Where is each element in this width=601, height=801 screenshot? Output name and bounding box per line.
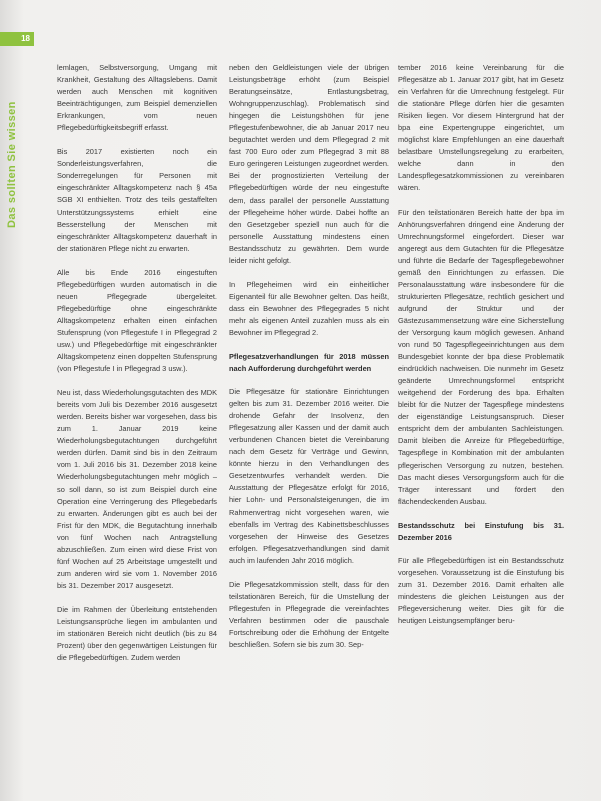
body-paragraph: Alle bis Ende 2016 eingestuften Pflegebedürftigen wurden automatisch in die neuen Pflegegrade übergeleitet. Pflegebedürftige ohne eingeschränkte Alltagskompetenz erhalten einen einfachen Stufensprung (von Pflegestufe I in Pflegegrad 2 usw.) und Pflegebedürftige mit eingeschränkter Alltagskompetenz einen doppelten Stufensprung (von Pflegestufe I in Pflegegrad 3 usw.).: [57, 267, 217, 374]
body-paragraph: In Pflegeheimen wird ein einheitlicher Eigenanteil für alle Bewohner gelten. Das heißt, dass ein Bewohner des Pflegegrades 5 nicht mehr als eigenen Anteil zuzahlen muss als ein Bewohner im Pflegegrad 2.: [229, 279, 389, 337]
body-paragraph: Die Pflegesätze für stationäre Einrichtungen gelten bis zum 31. Dezember 2016 weiter. Die drohende Gefahr der Insolvenz, den Pflegesatzung aller Kassen und der damit auch verbundenen Chancen bietet die Vereinbarung nach dem Gesetz für Verträge und Gewinn, könnte hierzu in den Verhandlungen des Gesetzentwurfes verhandelt werden. Die Ausstattung der Pflegesätze erfolgt für 2016, hier Lohn- und Personalsteigerungen, die im Rahmenvertrag nicht vorgesehen waren, wie ebenfalls im Vertrag des Kabinettsbeschlusses vorgesehen der Hinweise des Gesetzes erfolgen. Pflegesatzverhandlungen sind damit auch im laufenden Jahr 2016 möglich.: [229, 387, 389, 565]
body-paragraph: Für den teilstationären Bereich hatte der bpa im Anhörungsverfahren dringend eine Änderung der Umrechnungsformel eingefordert. Dieser war angeregt aus dem Gutachten für die Pflegesätze und führte die Bedarfe der Tagespflegebewohner gemäß den Einrichtungen zu erfassen. Die Personalausstattung wäre insbesondere für die strukturierten Pflegesätze, rechtlich gesichert und aufgrund der Struktur und der Gästezusammensetzung wäre eine Sicherstellung der Versorgung kaum möglich gewesen. Anhand von rund 50 Tagespflegeeinrichtungen aus dem Bundesgebiet konnte der bpa diese Problematik eindrücklich nachweisen. Die nunmehr im Gesetz geänderte Umrechnungsformel entspricht weitgehend der Forderung des bpa. Erhalten bleibt für die Nutzer der Tagespflege mindestens der eigenständige Leistungsanspruch. Dieser entspricht dem der ambulanten Sachleistungen. Damit bleiben die Anreize für Pflegebedürftige, Tagespflege in Kombination mit der ambulanten pflegerischen Versorgung zu nutzen, bestehen. Das macht dieses Versorgungsform auch für die Träger interessant und fördert den flächendeckenden Ausbau.: [398, 207, 564, 506]
text-column-3: [398, 62, 564, 793]
text-column-1: [57, 62, 217, 793]
side-section-title: Das sollten Sie wissen: [6, 101, 18, 228]
text-column-2: [229, 62, 389, 793]
section-heading: Pflegesatzverhandlungen für 2018 müssen nach Aufforderung durchgeführt werden: [229, 352, 389, 374]
body-paragraph: Bis 2017 existierten noch ein Sonderleistungsverfahren, die Sonderregelungen für Personen mit eingeschränkter Alltagskompetenz nach § 45a SGB XI enthielten. Trotz des teils gestaffelten Unterstützungssystems erhielt eine Besserstellung der Menschen mit eingeschränkter Alltagskompetenz dauerhaft in der stationären Pflege nicht zu erwarten.: [57, 147, 217, 253]
body-paragraph: Neu ist, dass Wiederholungsgutachten des MDK bereits vom Juli bis Dezember 2016 ausgesetzt werden. Bereits bisher war vorgesehen, dass bis zum 1. Januar 2019 keine Wiederholungsbegutachtungen durchgeführt werden dürfen. Damit sind bis in den Zeitraum vom 1. Juli 2016 bis 31. Dezember 2018 keine Wiederholungsbegutachtungen mehr möglich – so soll dann, so ist zum Beispiel durch eine Operation eine Verringerung des Pflegebedarfs zu erwarten. Änderungen gibt es auch bei der Frist für den MDK, die Begutachtung innerhalb von fünf Wochen nach Antragstellung abzuschließen. Zum einen wird diese Frist von fünf Wochen auf 25 Arbeitstage umgestellt und zum anderen wird sie vom 1. November 2016 bis 31. Dezember 2017 ausgesetzt.: [57, 388, 217, 590]
body-paragraph: Für alle Pflegebedürftigen ist ein Bestandsschutz vorgesehen. Voraussetzung ist die Einstufung bis zum 31. Dezember 2016. Damit erhalten alle mindestens die gleichen Leistungen aus der Pflegeversicherung weiter. Dies gilt für die heutigen Leistungsempfänger beru-: [398, 555, 564, 625]
body-paragraph: tember 2016 keine Vereinbarung für die Pflegesätze ab 1. Januar 2017 gibt, hat im Gesetz ein Verfahren für die Umrechnung festgelegt. Für die stationäre Pflege dürfen hier die gesamten Risiken liegen. Vor diesem Hintergrund hat der bpa eine Expertengruppe eingerichtet, um möglichst klare Empfehlungen an eine dauerhaft belastbare Umstellungsregelung zu erarbeiten, welche dann in den Landespflegesatzkommissionen zu vereinbaren wären.: [398, 63, 564, 193]
body-paragraph: Die im Rahmen der Überleitung entstehenden Leistungsansprüche liegen im ambulanten und im stationären Bereich nicht deutlich (bis zu 84 Prozent) über den gegenwärtigen Leistungen für die Pflegebedürftigen. Zudem werden: [57, 604, 217, 663]
body-paragraph: neben den Geldleistungen viele der übrigen Leistungsbeträge erhöht (zum Beispiel Beratungseinsätze, Entlastungsbetrag, Wohngruppenzuschlag). Problematisch sind hingegen die Leistungshöhen für jene Pflegestufenbewohner, die ab Januar 2017 neu begutachtet werden und dem Pflegegrad 2 mit fast 700 Euro oder zum Pflegegrad 3 mit 88 Euro geringeren Leistungen zugeordnet werden. Bei der prognostizierten Verteilung der Pflegebedürftigen würde der neu eingestufte dem, dass parallel der personelle Ausstattung der Pflegeheime höher würde. Dabei hoffte an den Gesetzgeber speziell nun auch für die personelle Ausstattung mindestens einen Bestandsschutz zu gewährten. Dem wurde leider nicht gefolgt.: [229, 63, 389, 265]
body-paragraph: Die Pflegesatzkommission stellt, dass für den teilstationären Bereich, für die Umstellung der Pflegestufen in Pflegegrade die vereinfachtes Verfahren bestimmen oder die pauschale Fortschreibung oder die Erhöhung der Entgelte beschließen. Sofern sie bis zum 30. Sep-: [229, 579, 389, 649]
section-heading: Bestandsschutz bei Einstufung bis 31. Dezember 2016: [398, 520, 564, 542]
page-number: 18: [0, 32, 34, 46]
body-paragraph: lemlagen, Selbstversorgung, Umgang mit Krankheit, Gestaltung des Alltagslebens. Damit werden auch Menschen mit kognitiven Beeinträchtigungen, zum Beispiel demenziellen Erkrankungen, vom neuen Pflegebedürftigkeitsbegriff erfasst.: [57, 63, 217, 133]
